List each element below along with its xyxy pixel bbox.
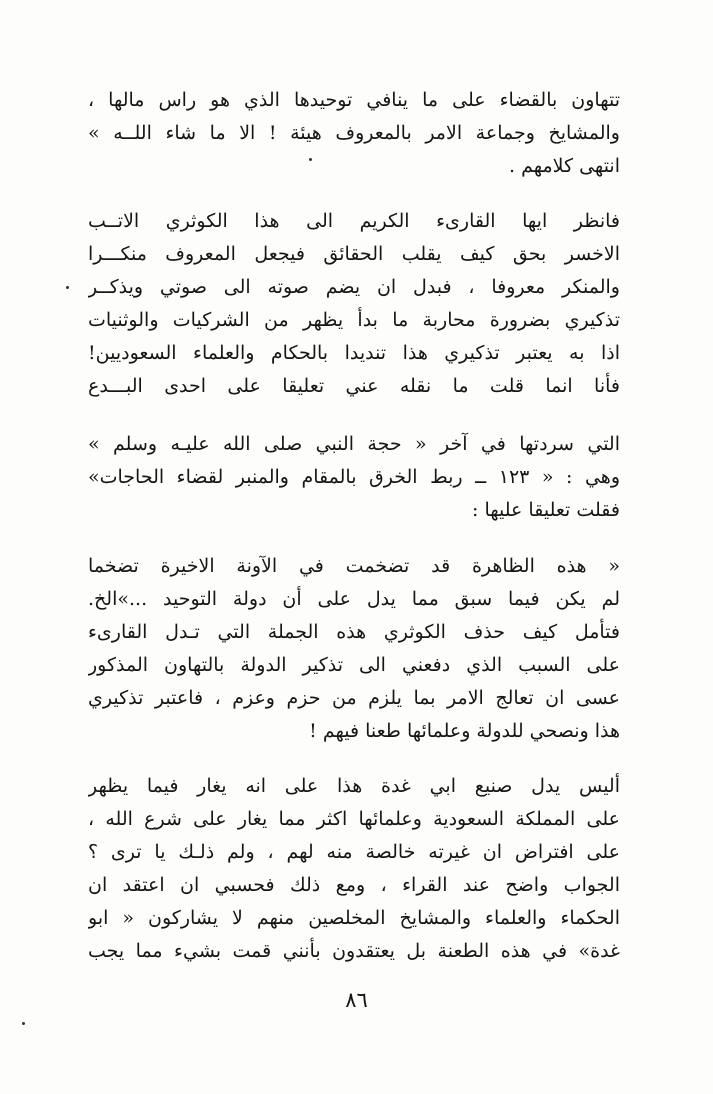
text-line: غدة» في هذه الطعنة بل يعتقدون بأنني قمت بشيء مما يجب [88,940,620,962]
text-line: على افتراض ان غيرته خالصة منه لهم ، ولم ذلـك يا ترى ؟ [88,841,620,863]
paragraph-3 [88,428,620,527]
text-line: « هذه الظاهرة قد تضخمت في الآونة الاخيرة تضخما [88,555,620,577]
ink-speck [309,158,312,161]
text-line: والمنكر معروفا ، فبدل ان يضم صوته الى صوتي ويذكــر [88,276,620,298]
text-line: أليس يدل صنيع ابي غدة هذا على انه يغار فيما يظهر [88,775,620,797]
text-line: تتهاون بالقضاء على ما ينافي توحيدها الذي هو راس مالها ، [88,89,620,111]
text-line: هذا ونصحي للدولة وعلمائها طعنا فيهم ! [309,720,620,742]
paragraph-1 [88,84,620,183]
text-line: فتأمل كيف حذف الكوثري هذه الجملة التي تـدل القارىء [88,621,620,643]
text-line: فانظر ايها القارىء الكريم الى هذا الكوثري الاتــب [88,210,620,232]
ink-speck [22,1022,25,1025]
text-line: اذا به يعتبر تذكيري هذا تنديدا بالحكام والعلماء السعوديين! [88,342,620,364]
text-line: عسى ان تعالج الامر بما يلزم من حزم وعزم ، فاعتبر تذكيري [88,687,620,709]
text-line: فأنا انما قلت ما نقله عني تعليقا على احدى البـــدع [88,375,620,397]
text-line: الاخسر بحق كيف يقلب الحقائق فيجعل المعروف منكـــرا [88,243,620,265]
text-line: على المملكة السعودية وعلمائها اكثر مما يغار على شرع الله ، [88,808,620,830]
text-line: على السبب الذي دفعني الى تذكير الدولة بالتهاون المذكور [88,654,620,676]
text-line: فقلت تعليقا عليها : [472,499,620,521]
text-line: لم يكن فيما سبق مما يدل على أن دولة التوحيد ...»الخ. [88,588,620,610]
text-line: انتهى كلامهم . [509,155,620,177]
text-line: الجواب واضح عند القراء ، ومع ذلك فحسبي ان اعتقد ان [88,874,620,896]
text-line: التي سردتها في آخر « حجة النبي صلى الله عليـه وسلم » [88,433,620,455]
paragraph-4 [88,550,620,748]
text-line: الحكماء والعلماء والمشايخ المخلصين منهم لا يشاركون « ابو [88,907,620,929]
ink-speck [66,286,69,289]
paragraph-2 [88,205,620,403]
paragraph-5 [88,770,620,968]
text-line: وهي : « ١٢٣ ــ ربط الخرق بالمقام والمنبر لقضاء الحاجات» [88,466,620,488]
page-number: ٨٦ [345,988,368,1012]
text-line: والمشايخ وجماعة الامر بالمعروف هيئة ! الا ما شاء اللــه » [88,122,620,144]
text-line: تذكيري بضرورة محاربة ما بدأ يظهر من الشركيات والوثنيات [88,309,620,331]
